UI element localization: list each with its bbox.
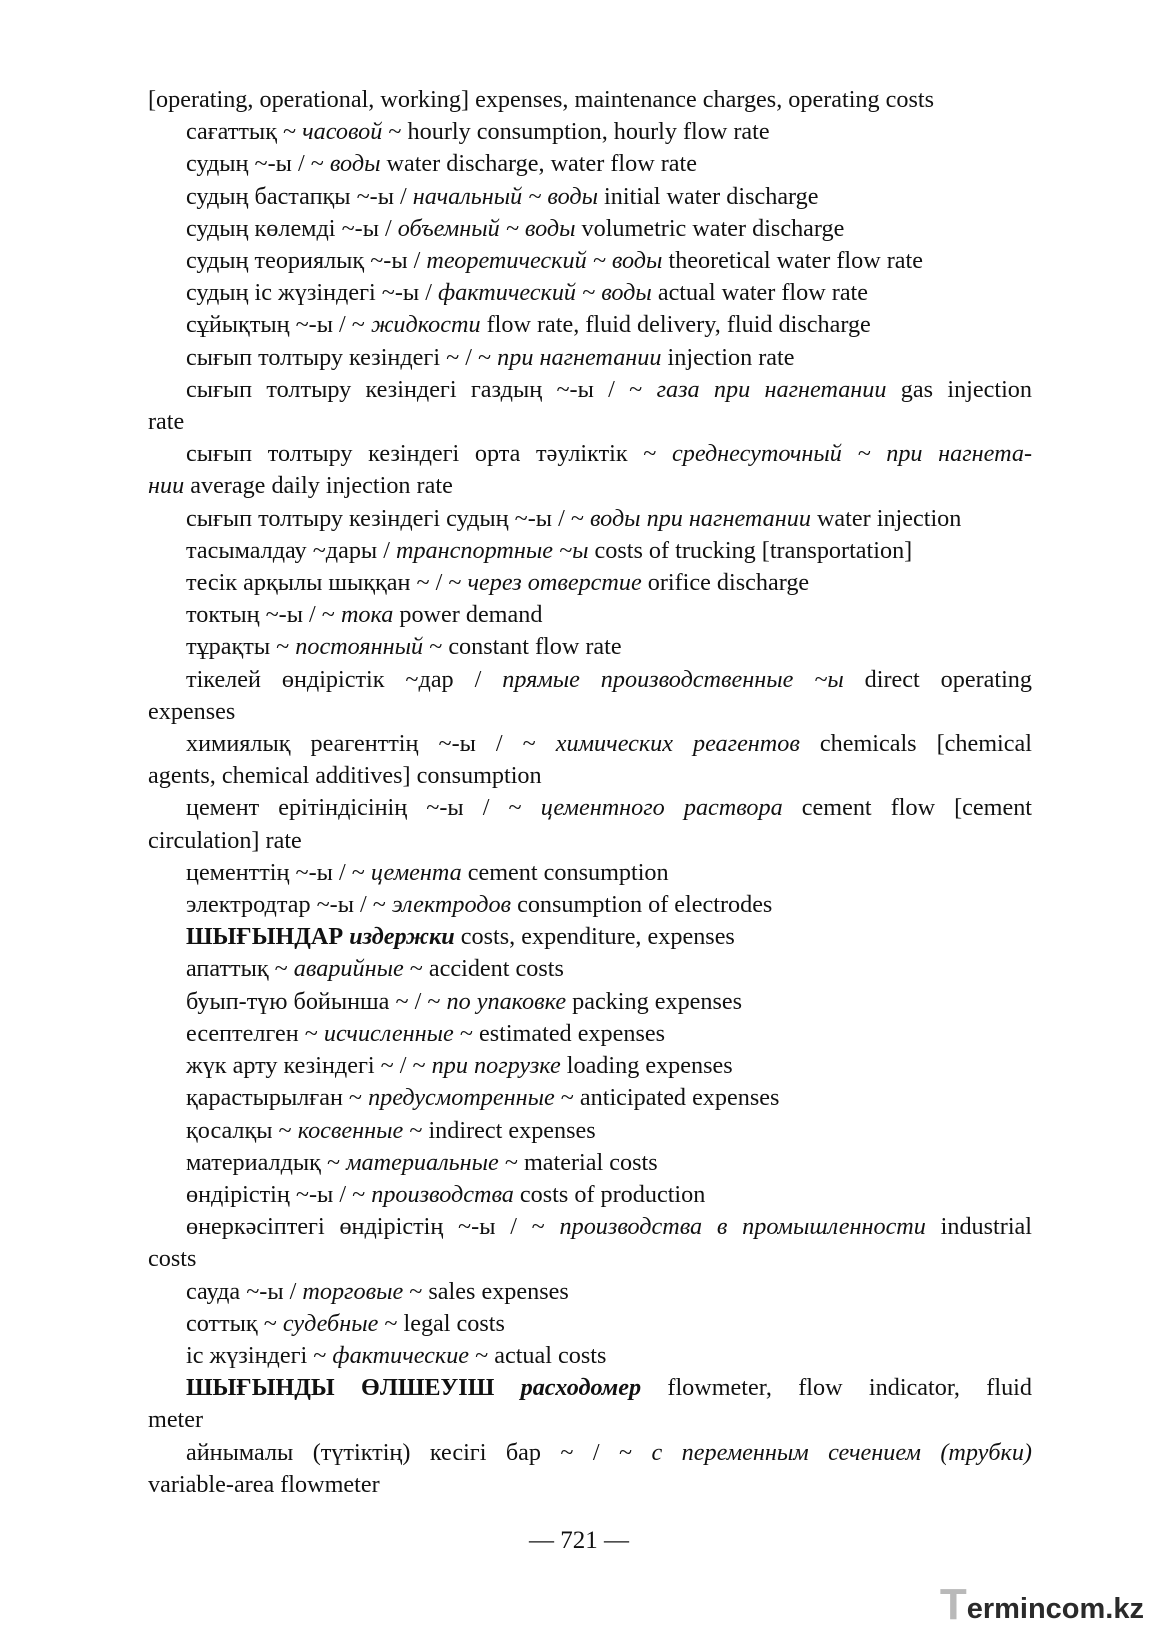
russian-term-text: тока (340, 601, 394, 629)
dictionary-line (148, 760, 1032, 792)
russian-term-text: прямые производственные ~ы (502, 665, 844, 693)
entry-text: expenses (148, 697, 236, 725)
entry-text: тұрақты ~ (186, 633, 296, 661)
dictionary-line (148, 1469, 1032, 1501)
dictionary-line (148, 1082, 1032, 1114)
russian-term-text: газа при нагнетании (656, 375, 887, 403)
entry-text: cement consumption (461, 858, 669, 886)
russian-term-text: цементного раствора (540, 794, 783, 822)
entry-text: cement flow [cement (782, 794, 1033, 822)
entry-text: электродтар ~-ы / ~ (186, 891, 392, 919)
dictionary-line (148, 1147, 1032, 1179)
entry-text: сығып толтыру кезіндегі орта тәуліктік ~ (186, 440, 672, 468)
entry-text: тасымалдау ~дары / (186, 536, 396, 564)
entry-text: industrial (925, 1213, 1032, 1241)
dictionary-line (148, 986, 1032, 1018)
entry-text: соттық ~ (186, 1309, 283, 1337)
entry-text: actual water flow rate (651, 279, 869, 307)
entry-text: сығып толтыру кезіндегі газдың ~-ы / ~ (186, 375, 657, 403)
dictionary-line (148, 213, 1032, 245)
entry-text: өндірістің ~-ы / ~ (186, 1180, 372, 1208)
dictionary-line (148, 1211, 1032, 1243)
headword-text: ШЫҒЫНДАР (186, 923, 350, 951)
russian-term-text: постоянный (295, 633, 424, 661)
entry-text: ~ sales expenses (403, 1277, 569, 1305)
dictionary-text (148, 84, 1032, 1501)
dictionary-line (148, 503, 1032, 535)
russian-term-text: аварийные (293, 955, 404, 983)
dictionary-line (148, 342, 1032, 374)
entry-text: costs of production (513, 1180, 706, 1208)
entry-text: average daily injection rate (184, 472, 453, 500)
entry-text: rate (148, 408, 185, 436)
dictionary-line (148, 728, 1032, 760)
entry-text: іс жүзіндегі ~ (186, 1341, 333, 1369)
entry-text: сығып толтыру кезіндегі ~ / ~ (186, 343, 498, 371)
dictionary-line (148, 825, 1032, 857)
entry-text: chemicals [chemical (799, 730, 1032, 758)
entry-text: ~ accident costs (403, 955, 564, 983)
entry-text: апаттық ~ (186, 955, 294, 983)
entry-text: orifice discharge (641, 569, 810, 597)
russian-term-text: цемента (370, 858, 462, 886)
russian-term-text: теоретический ~ воды (426, 247, 663, 275)
russian-term-text: жидкости (370, 311, 481, 339)
entry-text: costs, expenditure, expenses (454, 923, 735, 951)
russian-term-text: исчисленные (323, 1019, 454, 1047)
entry-text: ~ anticipated expenses (554, 1084, 780, 1112)
page-number: — 721 — (529, 1527, 629, 1554)
dictionary-line (148, 1179, 1032, 1211)
headword-text: расходомер (520, 1374, 642, 1402)
dictionary-line (148, 1437, 1032, 1469)
dictionary-line (148, 116, 1032, 148)
russian-term-text: через отверстие (467, 569, 642, 597)
russian-term-text: электродов (391, 891, 512, 919)
dictionary-line (148, 309, 1032, 341)
dictionary-line (148, 857, 1032, 889)
russian-term-text: объемный ~ воды (397, 214, 576, 242)
russian-term-text: часовой (302, 118, 383, 146)
entry-text: costs (148, 1245, 197, 1273)
russian-term-text: производства в промышленности (559, 1213, 926, 1241)
russian-term-text: воды при нагнетании (589, 504, 811, 532)
dictionary-line (148, 792, 1032, 824)
dictionary-line (148, 245, 1032, 277)
entry-text: материалдық ~ (186, 1148, 347, 1176)
dictionary-line (148, 535, 1032, 567)
dictionary-line (148, 921, 1032, 953)
russian-term-text: торговые (302, 1277, 404, 1305)
entry-text: flow rate, fluid delivery, fluid discharge (480, 311, 871, 339)
entry-text: судың теориялық ~-ы / (186, 247, 427, 275)
entry-text: packing expenses (566, 987, 743, 1015)
entry-text: gas injection (886, 375, 1032, 403)
dictionary-line (148, 470, 1032, 502)
entry-text: variable-area flowmeter (148, 1470, 380, 1498)
entry-text: сауда ~-ы / (186, 1277, 303, 1305)
entry-text: буып-түю бойынша ~ / ~ (186, 987, 447, 1015)
entry-text: есептелген ~ (186, 1019, 324, 1047)
entry-text: water injection (810, 504, 962, 532)
russian-term-text: материальные (346, 1148, 499, 1176)
entry-text: цемент ерітіндісінің ~-ы / ~ (186, 794, 541, 822)
russian-term-text: нии (148, 472, 185, 500)
entry-text: volumetric water discharge (575, 214, 845, 242)
dictionary-line (148, 953, 1032, 985)
headword-text: издержки (349, 923, 455, 951)
dictionary-line (148, 1340, 1032, 1372)
dictionary-line (148, 1372, 1032, 1404)
entry-text: injection rate (661, 343, 795, 371)
entry-text: сығып толтыру кезіндегі судың ~-ы / ~ (186, 504, 590, 532)
logo-text: ermincom.kz (966, 1592, 1144, 1625)
entry-text: сағаттық ~ (186, 118, 303, 146)
entry-text: meter (148, 1406, 204, 1434)
entry-text: ~ actual costs (469, 1341, 607, 1369)
dictionary-line (148, 1018, 1032, 1050)
entry-text: химиялық реагенттің ~-ы / ~ (186, 730, 556, 758)
entry-text: судың бастапқы ~-ы / (186, 182, 413, 210)
entry-text: қарастырылған ~ (186, 1084, 369, 1112)
dictionary-line (148, 374, 1032, 406)
dictionary-line (148, 1404, 1032, 1436)
russian-term-text: производства (371, 1180, 514, 1208)
dictionary-line (148, 148, 1032, 180)
entry-text: жүк арту кезіндегі ~ / ~ (186, 1052, 432, 1080)
terminkom-logo (939, 1580, 1144, 1629)
russian-term-text: транспортные ~ы (396, 536, 589, 564)
entry-text: токтың ~-ы / ~ (186, 601, 341, 629)
entry-text: agents, chemical additives] consumption (148, 762, 542, 790)
russian-term-text: фактический ~ воды (438, 279, 652, 307)
entry-text: айнымалы (түтіктің) кесігі бар ~ / ~ (186, 1438, 652, 1466)
dictionary-line (148, 664, 1032, 696)
dictionary-line (148, 84, 1032, 116)
entry-text: ~ estimated expenses (453, 1019, 666, 1047)
entry-text: ~ constant flow rate (423, 633, 622, 661)
dictionary-line (148, 889, 1032, 921)
dictionary-line (148, 1276, 1032, 1308)
entry-text: ~ legal costs (378, 1309, 505, 1337)
dictionary-line (148, 1243, 1032, 1275)
entry-text: судың іс жүзіндегі ~-ы / (186, 279, 438, 307)
entry-text: ~ hourly consumption, hourly flow rate (382, 118, 770, 146)
entry-text: қосалқы ~ (186, 1116, 298, 1144)
russian-term-text: фактические (332, 1341, 470, 1369)
entry-text: цементтің ~-ы / ~ (186, 858, 371, 886)
entry-text: circulation] rate (148, 826, 302, 854)
entry-text: өнеркәсіптегі өндірістің ~-ы / ~ (186, 1213, 560, 1241)
dictionary-line (148, 631, 1032, 663)
entry-text: тесік арқылы шыққан ~ / ~ (186, 569, 468, 597)
entry-text: судың көлемді ~-ы / (186, 214, 398, 242)
dictionary-line (148, 696, 1032, 728)
entry-text: тікелей өндірістік ~дар / (186, 665, 503, 693)
entry-text: initial water discharge (597, 182, 819, 210)
russian-term-text: косвенные (297, 1116, 404, 1144)
entry-text: power demand (393, 601, 543, 629)
russian-term-text: химических реагентов (555, 730, 800, 758)
dictionary-line (148, 1050, 1032, 1082)
dictionary-line (148, 599, 1032, 631)
dictionary-line (148, 438, 1032, 470)
entry-text: direct operating (843, 665, 1032, 693)
russian-term-text: при нагнетании (497, 343, 662, 371)
dictionary-line (148, 181, 1032, 213)
russian-term-text: воды (329, 150, 381, 178)
entry-text: судың ~-ы / ~ (186, 150, 330, 178)
entry-text: costs of trucking [transportation] (588, 536, 913, 564)
dictionary-line (148, 406, 1032, 438)
entry-text: theoretical water flow rate (662, 247, 923, 275)
entry-text: consumption of electrodes (511, 891, 773, 919)
entry-text: loading expenses (560, 1052, 733, 1080)
russian-term-text: судебные (282, 1309, 379, 1337)
dictionary-line (148, 567, 1032, 599)
russian-term-text: по упаковке (446, 987, 567, 1015)
entry-text: [operating, operational, working] expenses, maintenance charges, operating costs (148, 86, 935, 113)
entry-text: ~ material costs (498, 1148, 658, 1176)
entry-text: сұйықтың ~-ы / ~ (186, 311, 371, 339)
russian-term-text: предусмотренные (368, 1084, 555, 1112)
entry-text: ~ indirect expenses (403, 1116, 596, 1144)
logo-letter-t: T (939, 1580, 967, 1629)
entry-text: water discharge, water flow rate (380, 150, 697, 178)
russian-term-text: начальный ~ воды (412, 182, 598, 210)
dictionary-line (148, 1115, 1032, 1147)
russian-term-text: среднесуточный ~ при нагнета- (671, 440, 1033, 468)
russian-term-text: при погрузке (431, 1052, 561, 1080)
headword-text: ШЫҒЫНДЫ ӨЛШЕУІШ (186, 1374, 521, 1402)
dictionary-line (148, 1308, 1032, 1340)
entry-text: flowmeter, flow indicator, fluid (641, 1374, 1032, 1402)
russian-term-text: с переменным сечением (трубки) (651, 1438, 1032, 1466)
dictionary-line (148, 277, 1032, 309)
